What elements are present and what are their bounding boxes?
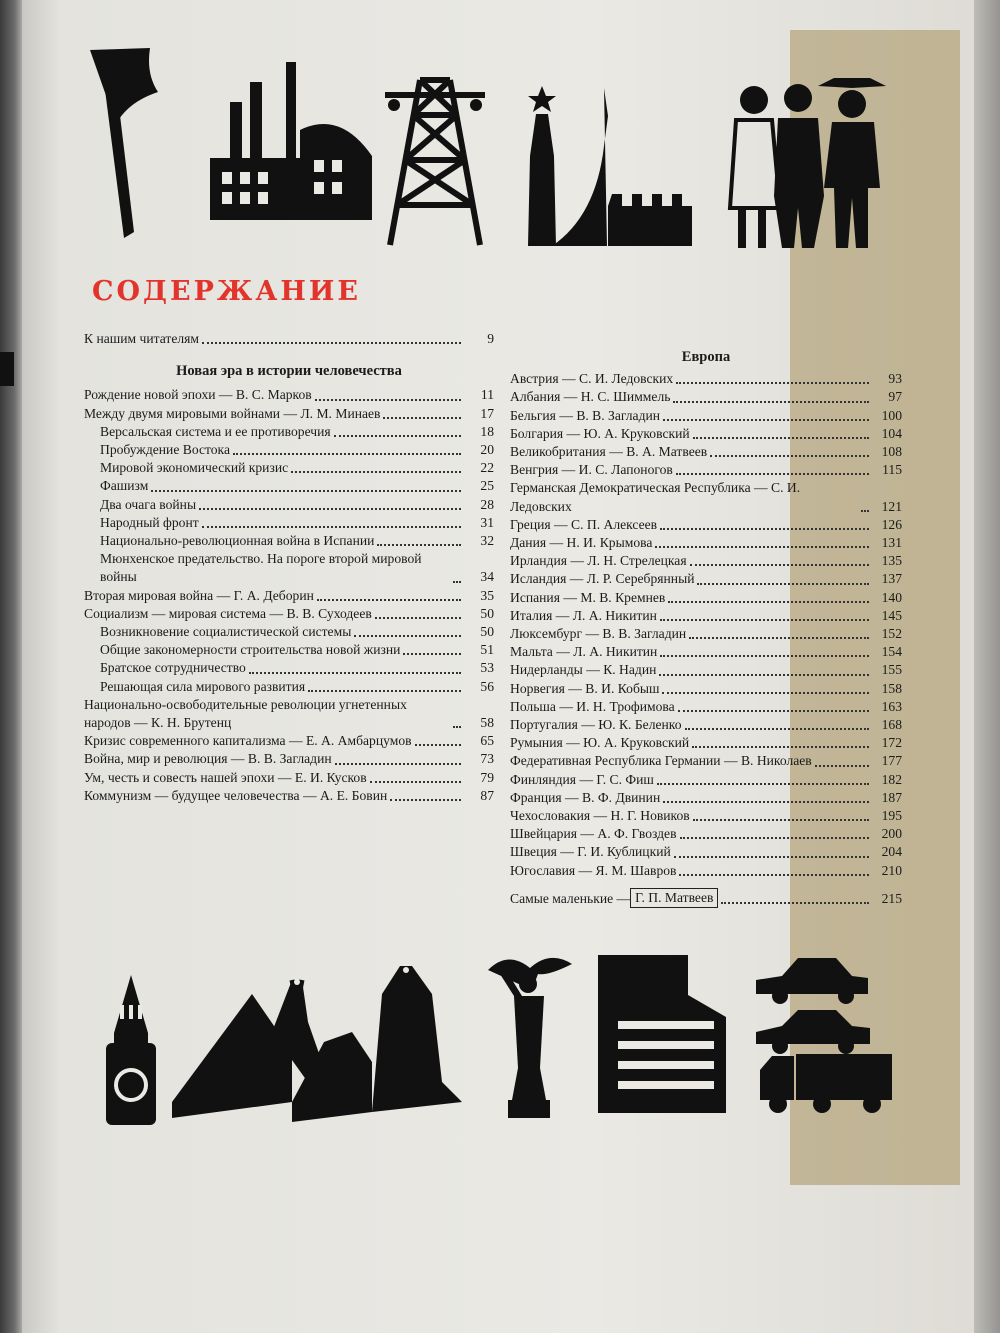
toc-subentry [84,459,494,477]
toc-entry [510,516,902,534]
toc-subentry [84,514,494,532]
toc-entry [510,388,902,406]
toc-entry [510,789,902,807]
toc-entry [84,386,494,404]
toc-entry-title: Общие закономерности строительства новой жизни [100,642,401,658]
toc-page-number: 177 [881,753,902,769]
toc-entry-title: Финляндия — Г. С. Фиш [510,771,654,787]
toc-entry-title: Чехословакия — Н. Г. Новиков [510,808,690,824]
toc-page-number: 195 [881,808,902,824]
toc-entry-title: Рождение новой эпохи — В. С. Марков [84,387,312,403]
toc-page-number: 100 [881,407,902,423]
toc-entry [510,534,902,552]
toc-page-number: 28 [480,496,494,512]
toc-boxed-author: Г. П. Матвеев [630,888,718,908]
toc-left-column [84,330,494,805]
toc-entry-title: Румыния — Ю. А. Круковский [510,735,690,751]
toc-entry [510,589,902,607]
toc-page-number: 79 [480,769,494,785]
leader-dots [415,744,461,746]
toc-page-number: 155 [881,662,902,678]
toc-entry-title: Братское сотрудничество [100,660,246,676]
toc-entry-title: Болгария — Ю. А. Круковский [510,425,690,441]
toc-page-number: 17 [480,405,494,421]
toc-entry [510,370,902,388]
toc-entry-title: Возникновение социалистической системы [100,624,352,640]
toc-entry [510,479,902,515]
toc-entry [84,405,494,423]
toc-page-number: 145 [881,607,902,623]
toc-entry-title: Федеративная Республика Германии — В. Николаев [510,753,812,769]
leader-dots [249,672,461,674]
toc-page-number: 22 [480,460,494,476]
toc-page-number: 18 [480,423,494,439]
toc-page-number: 51 [480,642,494,658]
toc-page-number: 58 [480,715,494,731]
leader-dots [693,437,869,439]
toc-entry-title: Ум, честь и совесть нашей эпохи — Е. И. Кусков [84,769,367,785]
leader-dots [657,783,869,785]
toc-entry-title: Война, мир и революция — В. В. Загладин [84,751,332,767]
toc-page-number: 20 [480,442,494,458]
toc-subentry [84,496,494,514]
toc-entry-title: Ирландия — Л. Н. Стрелецкая [510,553,687,569]
leader-dots [676,382,869,384]
workers-group-icon [718,68,898,250]
toc-subentry [84,532,494,550]
toc-subentry [84,659,494,677]
toc-entry-title: Франция — В. Ф. Двинин [510,789,661,805]
leader-dots [233,453,461,455]
toc-page-number: 34 [480,569,494,585]
leader-dots [315,399,461,401]
toc-subentry [84,678,494,696]
toc-entry [84,769,494,787]
mine-headframe-icon [172,962,472,1122]
leader-dots [710,455,869,457]
toc-page-number: 168 [881,717,902,733]
toc-entry-title: Пробуждение Востока [100,442,230,458]
toc-page-number: 50 [480,605,494,621]
leader-dots [659,674,869,676]
leader-dots [660,528,869,530]
toc-entry [510,680,902,698]
toc-entry [510,698,902,716]
toc-entry-title: К нашим читателям [84,331,200,346]
leader-dots [308,690,461,692]
toc-page-number: 158 [881,680,902,696]
toc-entry-title: Германская Демократическая Республика — С. И. Ледовских [510,480,801,514]
leader-dots [291,471,461,473]
toc-page-number: 121 [881,498,902,514]
toc-entry [510,552,902,570]
leader-dots [383,417,461,419]
toc-subentry [84,423,494,441]
toc-entry [510,461,902,479]
toc-page-number: 126 [881,516,902,532]
toc-entry [84,696,494,732]
toc-entry-title: Швеция — Г. И. Кублицкий [510,844,671,860]
toc-entry [84,750,494,768]
leader-dots [453,581,461,583]
statue-icon [488,950,572,1118]
spine-tab [0,352,14,386]
toc-entry [510,643,902,661]
leader-dots [377,544,461,546]
leader-dots [689,637,869,639]
toc-right-column [510,348,902,908]
toc-page-number: 56 [480,678,494,694]
toc-entry-title: Социализм — мировая система — В. В. Суходеев [84,605,372,621]
toc-entry [84,787,494,805]
building-icon [596,955,728,1113]
toc-subentry [84,641,494,659]
toc-entry [510,807,902,825]
toc-subentry [84,477,494,495]
toc-entry-title: Греция — С. П. Алексеев [510,516,658,532]
toc-page-number: 131 [881,535,902,551]
toc-section-heading: Европа [681,349,731,365]
toc-entry-title: Португалия — Ю. К. Беленко [510,717,682,733]
toc-entry-title: Бельгия — В. В. Загладин [510,407,661,423]
page-title: СОДЕРЖАНИЕ [92,276,361,307]
leader-dots [692,746,869,748]
toc-entry-title: Два очага войны [100,496,197,512]
toc-entry [510,771,902,789]
toc-entry-title: Национально-революционная война в Испании [100,533,375,549]
toc-subentry [84,441,494,459]
toc-page-number: 182 [881,771,902,787]
kremlin-tower-rocket-icon [512,86,697,248]
toc-entry [84,732,494,750]
toc-page-number: 200 [881,826,902,842]
flag-icon [88,42,162,244]
toc-page-number: 140 [881,589,902,605]
toc-entry-title: Люксембург — В. В. Загладин [510,626,687,642]
toc-page-number: 53 [480,660,494,676]
leader-dots [685,728,870,730]
toc-entry-title: Вторая мировая война — Г. А. Деборин [84,587,314,603]
leader-dots [317,599,461,601]
toc-entry-title: Великобритания — В. А. Матвеев [510,444,708,460]
toc-page-number: 210 [881,862,902,878]
leader-dots [660,619,869,621]
toc-entry [510,734,902,752]
leader-dots [697,583,869,585]
leader-dots [678,710,869,712]
toc-section-heading: Новая эра в истории человечества [176,363,402,380]
toc-page-number: 154 [881,644,902,660]
toc-page-number: 115 [882,462,902,478]
leader-dots [815,765,869,767]
toc-entry-title: Решающая сила мирового развития [100,678,306,694]
toc-page-number: 172 [881,735,902,751]
toc-entry [510,716,902,734]
leader-dots [354,635,461,637]
power-pylon-icon [380,70,490,250]
toc-page-number: 35 [480,587,494,603]
toc-entry-title: Нидерланды — К. Надин [510,662,657,678]
toc-entry-title: Исландия — Л. Р. Серебрянный [510,571,695,587]
leader-dots [676,473,869,475]
toc-page-number: 9 [487,331,494,346]
toc-page-number: 204 [881,844,902,860]
leader-dots [663,801,869,803]
factory-icon [200,60,385,230]
leader-dots [151,490,461,492]
toc-page-number: 25 [480,478,494,494]
toc-entry [510,407,902,425]
toc-page-number: 11 [480,387,494,403]
leader-dots [655,546,869,548]
leader-dots [693,819,869,821]
toc-page-number: 135 [881,553,902,569]
toc-page-number: 65 [480,733,494,749]
toc-entry-title: Югославия — Я. М. Шавров [510,862,677,878]
toc-entry-title: Испания — М. В. Кремнев [510,589,666,605]
toc-entry [510,570,902,588]
leader-dots [680,837,870,839]
page-edge [974,0,1000,1333]
toc-page-number: 187 [881,789,902,805]
toc-entry-title: Норвегия — В. И. Кобыш [510,680,660,696]
toc-entry [510,661,902,679]
leader-dots [663,419,869,421]
toc-page-number: 32 [480,533,494,549]
toc-entry-title: Швейцария — А. Ф. Гвоздев [510,826,677,842]
toc-entry-title: Дания — Н. И. Крымова [510,535,653,551]
leader-dots [370,781,461,783]
leader-dots [335,763,461,765]
toc-entry-title: Польша — И. Н. Трофимова [510,698,675,714]
toc-page-number: 31 [480,514,494,530]
toc-entry [510,888,902,908]
toc-entry-title: Версальская система и ее противоречия [100,423,331,439]
toc-entry-title: Самые маленькие — [510,890,631,906]
toc-entry-title: Фашизм [100,478,149,494]
leader-dots [668,601,869,603]
toc-entry [510,625,902,643]
leader-dots [721,902,869,904]
toc-entry-title: Мальта — Л. А. Никитин [510,644,658,660]
toc-entry [510,843,902,861]
toc-page-number: 152 [881,626,902,642]
toc-entry [84,605,494,623]
leader-dots [390,799,461,801]
toc-entry [84,330,494,348]
leader-dots [690,564,869,566]
toc-entry [510,752,902,770]
leader-dots [202,342,461,344]
leader-dots [673,401,869,403]
toc-page-number: 108 [881,444,902,460]
book-spine [0,0,24,1333]
toc-subentry [84,623,494,641]
toc-entry-title: Австрия — С. И. Ледовских [510,371,674,387]
toc-entry [510,425,902,443]
leader-dots [202,526,461,528]
toc-entry-title: Между двумя мировыми войнами — Л. М. Минаев [84,405,381,421]
toc-page-number: 215 [881,890,902,906]
toc-page-number: 137 [881,571,902,587]
toc-entry [510,825,902,843]
toc-page-number: 104 [881,425,902,441]
toc-entry [84,587,494,605]
leader-dots [334,435,461,437]
leader-dots [679,874,869,876]
leader-dots [375,617,461,619]
toc-entry [510,443,902,461]
toc-entry [510,862,902,880]
toc-page-number: 73 [480,751,494,767]
clock-tower-icon [100,975,162,1125]
toc-entry-title: Албания — Н. С. Шиммель [510,389,671,405]
toc-entry [510,607,902,625]
leader-dots [403,653,461,655]
toc-entry-title: Кризис современного капитализма — Е. А. Амбарцумов [84,733,412,749]
toc-entry-title: Венгрия — И. С. Лапоногов [510,462,673,478]
toc-subentry [84,550,494,586]
toc-entry-title: Мировой экономический кризис [100,460,289,476]
leader-dots [660,655,869,657]
toc-page-number: 97 [888,389,902,405]
toc-page-number: 50 [480,624,494,640]
leader-dots [453,726,461,728]
leader-dots [674,856,869,858]
toc-entry-title: Национально-освободительные революции угнетенных народов — К. Н. Брутенц [84,696,407,731]
toc-entry-title: Народный фронт [100,514,199,530]
leader-dots [199,508,461,510]
leader-dots [861,510,869,512]
toc-entry-title: Мюнхенское предательство. На пороге второй мировой войны [100,551,422,585]
toc-page-number: 163 [881,698,902,714]
cars-truck-icon [752,952,897,1116]
toc-page-number: 87 [480,787,494,803]
toc-entry-title: Италия — Л. А. Никитин [510,607,657,623]
toc-page-number: 93 [888,371,902,387]
toc-entry-title: Коммунизм — будущее человечества — А. Е. Бовин [84,787,388,803]
leader-dots [662,692,869,694]
